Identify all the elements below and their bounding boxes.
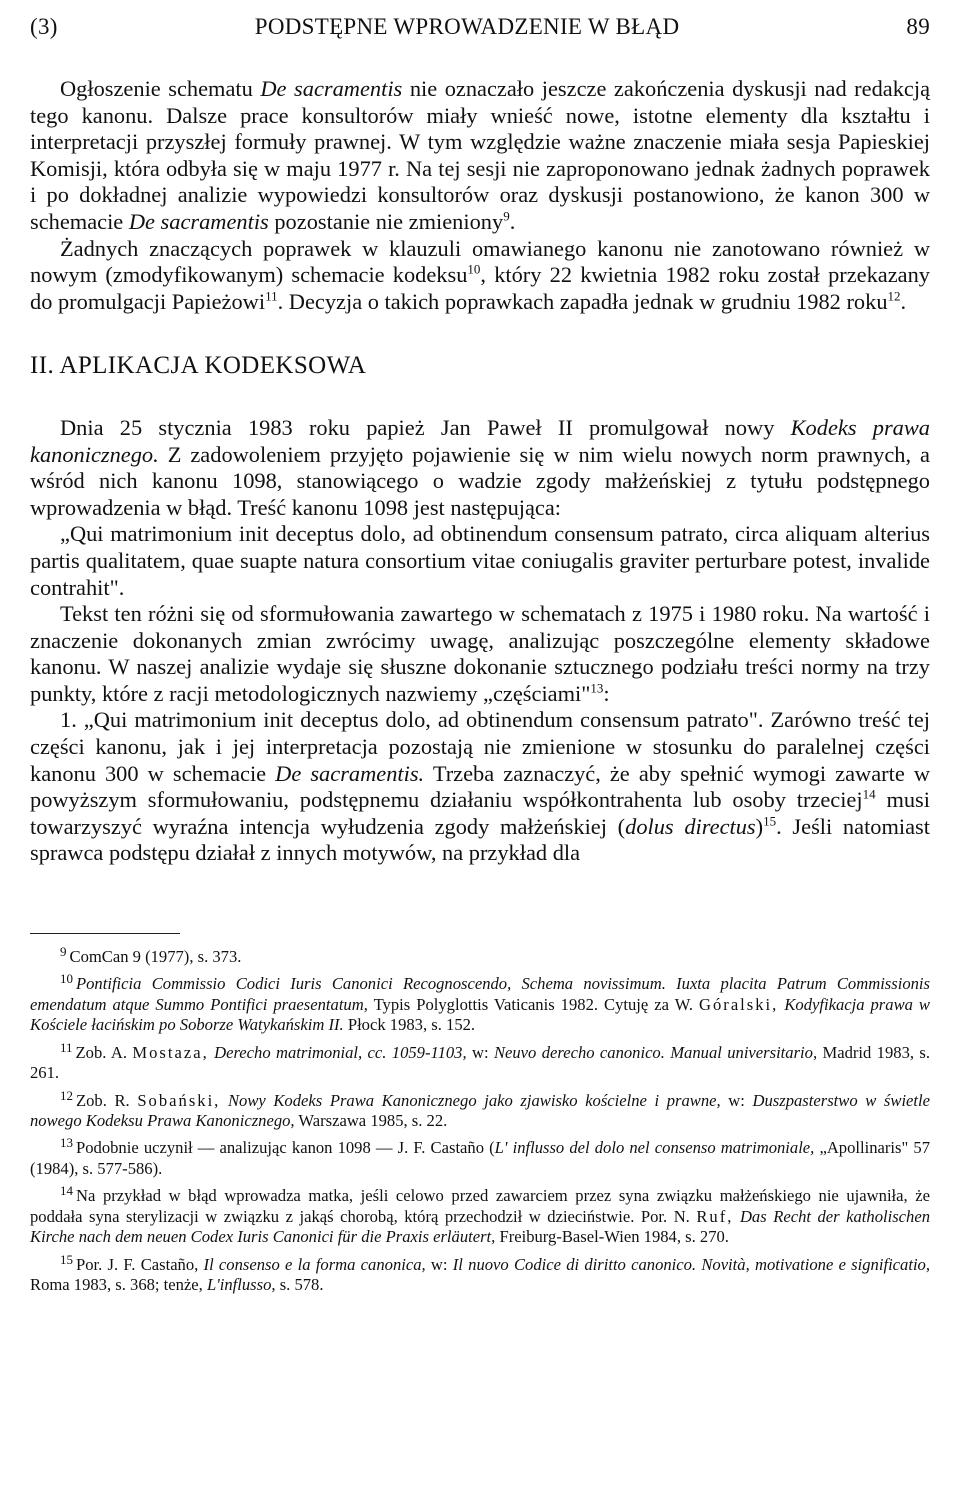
section-heading: II. APLIKACJA KODEKSOWA	[30, 352, 367, 380]
text-run: , który 22 kwietnia 1982 roku został przekazany do promulgacji Papieżowi	[30, 262, 931, 314]
italic-title: Nowy Kodeks Prawa Kanonicznego jako zjawisko kościelne i prawne,	[227, 1090, 721, 1110]
canon-quote: „Qui matrimonium init deceptus dolo, ad obtinendum consensum patrato, circa aliquam alterius partis qualitatem, quae suapte natura consortium vitae coniugalis graviter perturbare potest, invalide contrahit".	[30, 521, 930, 600]
text-run: musi towarzyszyć wyraźna intencja wyłudzenia zgody małżeńskiej (	[30, 787, 930, 839]
footnote-14	[30, 1181, 930, 1247]
footnote-9	[30, 942, 930, 967]
section-number: (3)	[30, 14, 58, 39]
italic-title: Il consenso e la forma canonica,	[203, 1254, 426, 1274]
footnote-10	[30, 969, 930, 1035]
running-header	[30, 14, 930, 40]
footnote-ref[interactable]: 10	[467, 261, 481, 277]
footnote-12	[30, 1086, 930, 1132]
text-run: Madrid 1983, s. 261.	[30, 1042, 930, 1083]
italic-title: De sacramentis	[128, 208, 269, 234]
footnote-number: 14	[60, 1183, 73, 1199]
text-run: „Apollinaris" 57 (1984), s. 577-586).	[30, 1138, 930, 1178]
text-run: Roma 1983, s. 368; tenże,	[30, 1274, 207, 1294]
author-name: Ruf,	[696, 1206, 734, 1226]
footnote-number: 13	[60, 1135, 73, 1151]
footnotes	[30, 942, 930, 1295]
italic-title: Derecho matrimonial, cc. 1059-1103,	[214, 1042, 467, 1062]
italic-title: Il nuovo Codice di diritto canonico. Novità, motivatione e significatio,	[452, 1254, 931, 1274]
text-run: Trzeba zaznaczyć, że aby spełnić wymogi zawarte w powyższym sformułowaniu, podstępnemu działaniu współkontrahenta lub osoby trzeciej	[30, 760, 930, 813]
italic-title: Kodyfikacja prawa w Kościele łacińskim po Soborze Watykańskim II.	[30, 994, 931, 1035]
italic-title: Duszpasterstwo w świetle nowego Kodeksu Prawa Kanonicznego,	[30, 1090, 931, 1130]
text-run: ComCan 9 (1977), s. 373.	[69, 946, 242, 966]
text-run: nie oznaczało jeszcze zakończenia dyskusji nad redakcją tego kanonu. Dalsze prace konsultorów miały wnieść nowe, istotne elementy dla kształtu i interpretacji przyszłej formuły prawnej. W tym względzie ważne znaczenie miała sesja Papieskiej Komisji, która odbyła się w maju 1977 r. Na tej sesji nie zaproponowano jednak żadnych poprawek i po dokładnej analizie wypowiedzi konsultorów oraz dyskusji postanowiono, że kanon 300 w schemacie	[30, 76, 931, 234]
italic-title: Das Recht der katholischen Kirche nach dem neuen Codex Iuris Canonici für die Praxis erläutert,	[30, 1206, 931, 1247]
text-run: w:	[720, 1090, 753, 1110]
text-run: w:	[466, 1042, 494, 1062]
paragraph-3	[30, 415, 930, 521]
italic-title: Kodeks prawa kanonicznego.	[30, 414, 930, 467]
text-run: Freiburg-Basel-Wien 1984, s. 270.	[495, 1227, 729, 1247]
text-run: . Jeśli natomiast sprawca podstępu działał z innych motywów, na przykład dla	[30, 813, 930, 866]
paragraph-2	[30, 236, 930, 316]
page-number: 89	[906, 14, 930, 39]
footnote-number: 12	[60, 1087, 73, 1103]
italic-title: L' influsso del dolo nel consenso matrimoniale,	[494, 1138, 815, 1158]
paragraph-5	[30, 707, 930, 867]
footnote-number: 9	[60, 944, 67, 960]
text-run: pozostanie nie zmieniony	[268, 208, 504, 234]
footnote-ref[interactable]: 12	[887, 288, 901, 304]
italic-title: De sacramentis	[260, 76, 403, 101]
text-run: Zob. A.	[75, 1042, 133, 1062]
text-run: Zob. R.	[76, 1090, 138, 1110]
text-run: s. 578.	[275, 1274, 324, 1294]
text-run: 1. „Qui matrimonium init deceptus dolo, ad obtinendum consensum patrato". Zarówno treść tej części kanonu, jak i jej interpretacja pozostają nie zmienione w stosunku do paralelnej części kanonu 300 w schemacie	[30, 707, 930, 786]
running-title: PODSTĘPNE WPROWADZENIE W BŁĄD	[254, 14, 680, 39]
italic-term: dolus directus	[625, 813, 756, 839]
footnote-ref[interactable]: 11	[265, 288, 278, 304]
author-name: Sobański,	[137, 1090, 221, 1110]
text-run: )	[755, 813, 764, 839]
italic-title: L'influsso,	[206, 1274, 276, 1294]
author-name: Góralski,	[699, 994, 779, 1014]
paragraph-1	[30, 76, 930, 236]
text-run: Z zadowoleniem przyjęto pojawienie się w nim wielu nowych norm prawnych, a wśród nich kanonu 1098, stanowiącego o wadzie zgody małżeńskiej z tytułu podstępnego wprowadzenia w błąd. Treść kanonu 1098 jest następująca:	[30, 441, 930, 520]
text-run	[220, 1090, 228, 1109]
footnote-number: 10	[60, 971, 73, 987]
text-run: Żadnych znaczących poprawek w klauzuli omawianego kanonu nie zanotowano również w nowym (zmodyfikowanym) schemacie kodeksu	[30, 235, 930, 288]
footnote-number: 15	[60, 1251, 73, 1267]
text-run: Warszawa 1985, s. 22.	[294, 1110, 448, 1130]
footnote-ref[interactable]: 15	[763, 813, 777, 829]
text-run: Podobnie uczynił — analizując kanon 1098 — J. F. Castaño (	[76, 1138, 495, 1158]
text-run: Ogłoszenie schematu	[60, 76, 261, 101]
text-run: :	[603, 680, 610, 706]
footnote-ref[interactable]: 14	[862, 786, 876, 802]
footnote-divider	[30, 933, 180, 934]
text-run: Dnia 25 stycznia 1983 roku papież Jan Paweł II promulgował nowy	[60, 414, 791, 440]
italic-title: Neuvo derecho canonico. Manual universitario,	[493, 1042, 818, 1062]
footnote-15	[30, 1250, 930, 1296]
footnote-ref[interactable]: 9	[503, 208, 510, 224]
paragraph-4	[30, 601, 930, 707]
text-run: Tekst ten różni się od sformułowania zawartego w schematach z 1975 i 1980 roku. Na wartość i znaczenie dokonanych zmian zwrócimy uwagę, analizując poszczególne elementy składowe kanonu. W naszej analizie wydaje się słuszne dokonanie sztucznego podziału treści normy na trzy punkty, które z racji metodologicznych nazwiemy „częściami"	[30, 601, 930, 706]
footnote-number: 11	[60, 1039, 73, 1055]
italic-title: Pontificia Commissio Codici Iuris Canonici Recognoscendo, Schema novissimum. Iuxta placita Patrum Commissionis emendatum atque Summo Pontifici praesentatum,	[30, 974, 930, 1014]
text-run: Na przykład w błąd wprowadza matka, jeśli celowo przed zawarciem przez syna związku małżeńskiego nie ujawniła, że poddała syna sterylizacji w związku z jakąś chorobą, którą przechodził w dzieciństwie. Por. N.	[30, 1186, 930, 1226]
text-run: . Decyzja o takich poprawkach zapadła jednak w grudniu 1982 roku	[277, 288, 888, 314]
italic-title: De sacramentis.	[275, 760, 425, 786]
text-run: Typis Polyglottis Vaticanis 1982. Cytuję za W.	[367, 994, 700, 1014]
footnote-13	[30, 1133, 930, 1179]
text-run: .	[900, 288, 907, 314]
text-run: w:	[425, 1254, 453, 1274]
main-text	[30, 76, 930, 867]
author-name: Mostaza,	[132, 1042, 209, 1062]
text-run: Płock 1983, s. 152.	[343, 1015, 476, 1035]
text-run: Por. J. F. Castaño,	[76, 1254, 204, 1274]
footnote-ref[interactable]: 13	[590, 680, 604, 696]
text-run: .	[509, 208, 516, 234]
footnote-11	[30, 1038, 930, 1084]
